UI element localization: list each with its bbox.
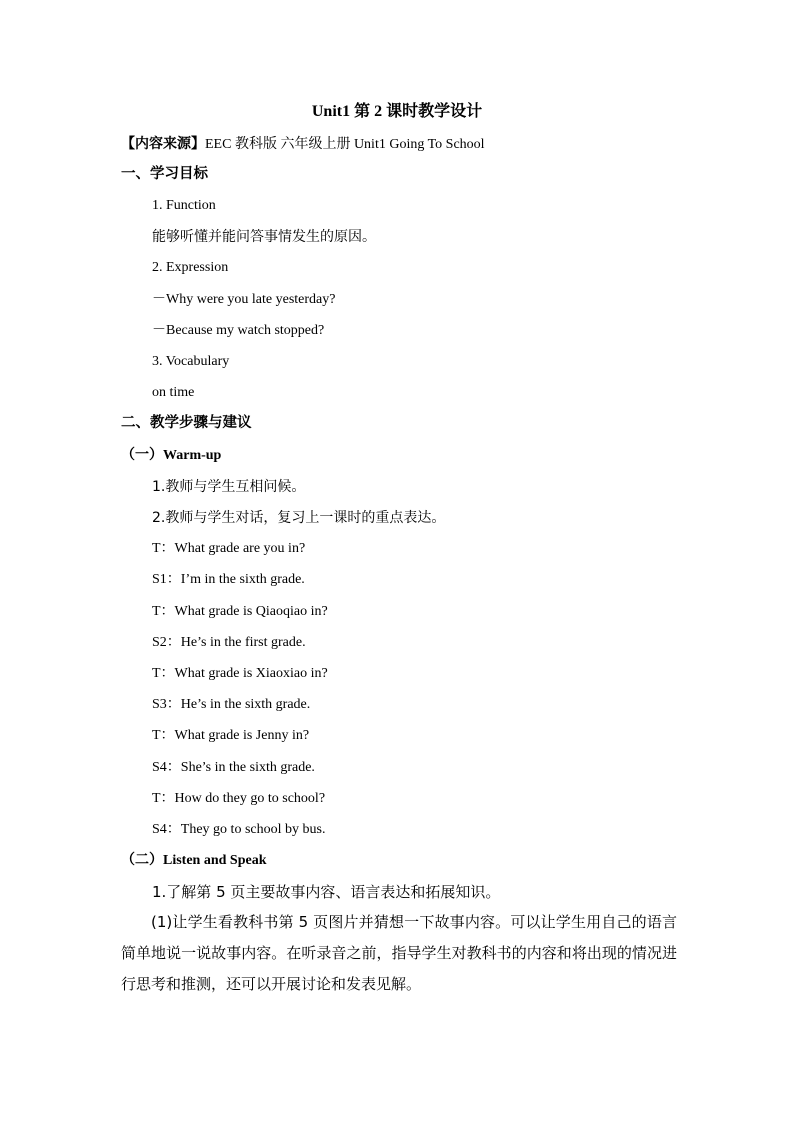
dialogue-line: T：What grade are you in? [152, 541, 306, 556]
subsection-heading-warmup: （一）Warm-up [121, 448, 222, 463]
objective-line: －Why were you late yesterday? [152, 292, 336, 307]
dialogue-line: T：What grade is Xiaoxiao in? [152, 666, 328, 681]
dialogue-line: T：How do they go to school? [152, 791, 326, 806]
objective-line: 能够听懂并能问答事情发生的原因。 [152, 229, 376, 245]
objective-line: 2. Expression [152, 260, 229, 275]
objective-line: 3. Vocabulary [152, 354, 230, 369]
objective-line: on time [152, 385, 195, 400]
dialogue-line: S1：I’m in the sixth grade. [152, 572, 305, 587]
warmup-line: 1.教师与学生互相问候。 [152, 479, 306, 495]
listen-speak-paragraph: (1)让学生看教科书第 5 页图片并猜想一下故事内容。可以让学生用自己的语言简单地说一说故事内容。在听录音之前，指导学生对教科书的内容和将出现的情况进行思考和推测，还可以开展讨论和发表见解。 [121, 913, 677, 993]
section-heading-steps: 二、教学步骤与建议 [121, 415, 252, 431]
objective-line: －Because my watch stopped? [152, 323, 325, 338]
section-heading-objectives: 一、学习目标 [121, 166, 208, 182]
dialogue-line: S3：He’s in the sixth grade. [152, 697, 311, 712]
content-source-label: 【内容来源】 [121, 136, 205, 152]
content-source-text: EEC 教科版 六年级上册 Unit1 Going To School [205, 137, 485, 152]
dialogue-line: T：What grade is Qiaoqiao in? [152, 604, 328, 619]
document-title: Unit1 第 2 课时教学设计 [311, 103, 483, 120]
dialogue-line: S4：They go to school by bus. [152, 822, 326, 837]
listen-speak-line: 1.了解第 5 页主要故事内容、语言表达和拓展知识。 [152, 883, 501, 901]
content-source-line [121, 134, 485, 155]
dialogue-line: S4：She’s in the sixth grade. [152, 760, 315, 775]
dialogue-line: T：What grade is Jenny in? [152, 728, 310, 743]
objective-line: 1. Function [152, 198, 216, 213]
subsection-heading-listen-speak: （二）Listen and Speak [121, 853, 267, 868]
dialogue-line: S2：He’s in the first grade. [152, 635, 306, 650]
warmup-line: 2.教师与学生对话，复习上一课时的重点表达。 [152, 510, 446, 526]
